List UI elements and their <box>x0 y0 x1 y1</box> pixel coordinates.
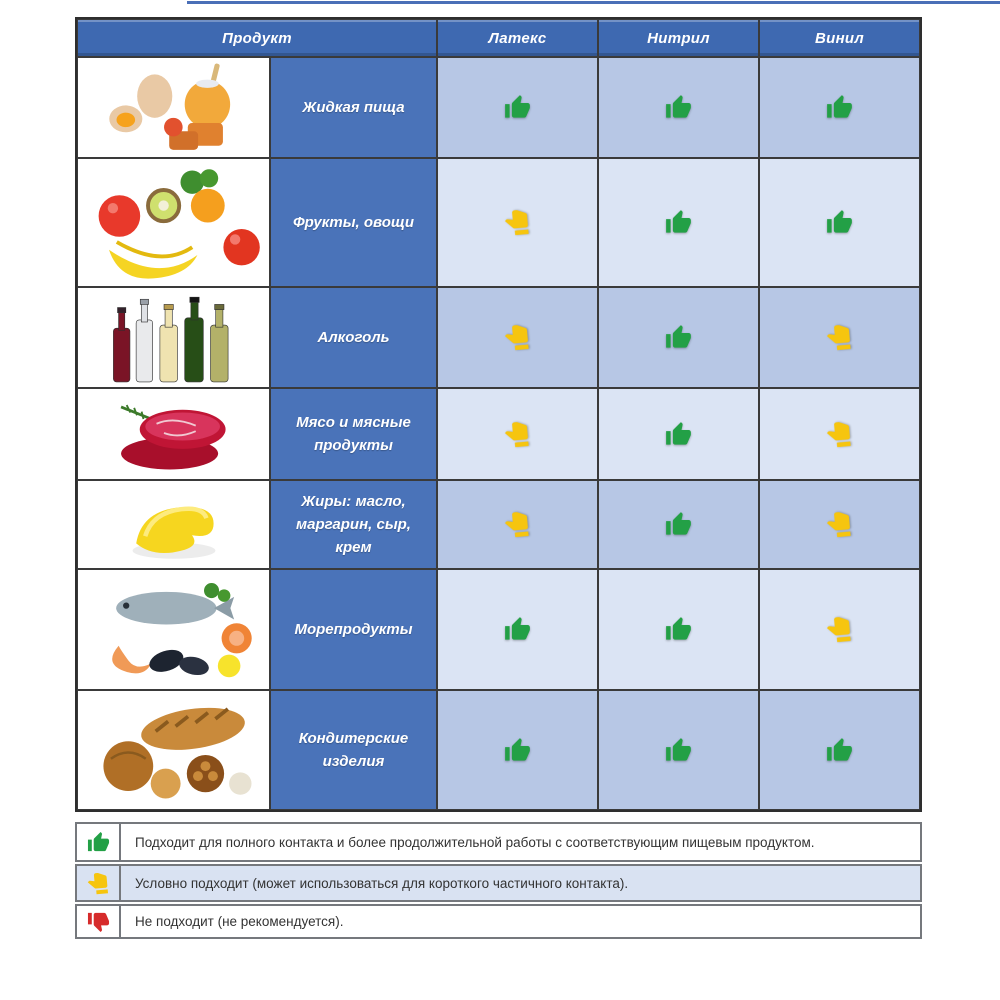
decorative-top-line <box>187 1 1000 4</box>
eggs-and-honey-photo <box>101 61 246 154</box>
product-photo-cell <box>77 480 270 569</box>
legend-text: Условно подходит (может использоваться для короткого частичного контакта). <box>135 875 629 891</box>
product-name: Жиры: масло, маргарин, сыр, крем <box>270 480 437 569</box>
thumb-up-green-icon <box>504 616 531 643</box>
thumb-tilted-yellow-icon <box>504 209 531 236</box>
thumb-tilted-yellow-icon <box>826 616 853 643</box>
thumb-tilted-yellow-icon <box>826 421 853 448</box>
legend-icon-cell <box>77 824 121 860</box>
thumb-tilted-yellow-icon <box>87 872 110 895</box>
rating-cell-nitrile <box>598 690 759 810</box>
rating-cell-nitrile <box>598 569 759 690</box>
column-header-latex: Латекс <box>437 19 598 57</box>
legend-row-conditional <box>75 864 922 902</box>
thumb-tilted-yellow-icon <box>826 324 853 351</box>
thumb-up-green-icon <box>665 616 692 643</box>
column-header-nitrile: Нитрил <box>598 19 759 57</box>
thumb-up-green-icon <box>665 94 692 121</box>
product-photo-cell <box>77 57 270 158</box>
thumb-up-green-icon <box>87 831 110 854</box>
glove-food-compatibility-table <box>75 17 922 812</box>
thumb-up-green-icon <box>665 209 692 236</box>
product-name: Фрукты, овощи <box>270 158 437 287</box>
thumb-up-green-icon <box>665 324 692 351</box>
legend-text: Не подходит (не рекомендуется). <box>135 914 344 929</box>
thumb-up-green-icon <box>665 737 692 764</box>
product-photo-cell <box>77 690 270 810</box>
thumb-up-green-icon <box>665 421 692 448</box>
bakery-goods-photo <box>86 694 260 806</box>
thumb-up-green-icon <box>504 94 531 121</box>
thumb-up-green-icon <box>504 737 531 764</box>
thumb-tilted-yellow-icon <box>504 511 531 538</box>
product-photo-cell <box>77 388 270 480</box>
rating-cell-vinyl <box>759 388 920 480</box>
legend-row-unsuitable <box>75 904 922 939</box>
rating-cell-nitrile <box>598 57 759 158</box>
rating-cell-vinyl <box>759 569 920 690</box>
product-photo-cell <box>77 569 270 690</box>
rating-cell-latex <box>437 57 598 158</box>
thumb-up-green-icon <box>826 737 853 764</box>
column-header-product: Продукт <box>77 19 437 57</box>
product-name: Жидкая пища <box>270 57 437 158</box>
column-header-vinyl: Винил <box>759 19 920 57</box>
thumb-up-green-icon <box>665 511 692 538</box>
thumb-tilted-yellow-icon <box>826 511 853 538</box>
alcohol-bottles-photo <box>101 291 246 384</box>
rating-cell-latex <box>437 690 598 810</box>
thumb-up-green-icon <box>826 94 853 121</box>
rating-cell-vinyl <box>759 480 920 569</box>
product-photo-cell <box>77 287 270 388</box>
product-name: Морепродукты <box>270 569 437 690</box>
rating-cell-nitrile <box>598 480 759 569</box>
legend-icon-cell <box>77 906 121 937</box>
rating-cell-latex <box>437 569 598 690</box>
legend-icon-cell <box>77 866 121 900</box>
rating-cell-latex <box>437 388 598 480</box>
rating-cell-latex <box>437 158 598 287</box>
rating-cell-vinyl <box>759 690 920 810</box>
rating-cell-latex <box>437 480 598 569</box>
rating-cell-vinyl <box>759 57 920 158</box>
product-name: Мясо и мясные продукты <box>270 388 437 480</box>
fruits-vegetables-photo <box>83 164 265 281</box>
thumb-down-red-icon <box>87 910 110 933</box>
rating-cell-vinyl <box>759 287 920 388</box>
rating-cell-nitrile <box>598 158 759 287</box>
rating-cell-latex <box>437 287 598 388</box>
product-name: Кондитерские изделия <box>270 690 437 810</box>
seafood-platter-photo <box>86 573 262 686</box>
product-name: Алкоголь <box>270 287 437 388</box>
rating-cell-vinyl <box>759 158 920 287</box>
legend <box>75 822 922 939</box>
thumb-tilted-yellow-icon <box>504 421 531 448</box>
product-photo-cell <box>77 158 270 287</box>
thumb-tilted-yellow-icon <box>504 324 531 351</box>
rating-cell-nitrile <box>598 388 759 480</box>
meat-products-photo <box>108 392 239 476</box>
legend-row-suitable <box>75 822 922 862</box>
rating-cell-nitrile <box>598 287 759 388</box>
legend-text: Подходит для полного контакта и более продолжительной работы с соответствующим пищевым продуктом. <box>135 834 815 850</box>
thumb-up-green-icon <box>826 209 853 236</box>
butter-fats-photo <box>111 484 237 565</box>
